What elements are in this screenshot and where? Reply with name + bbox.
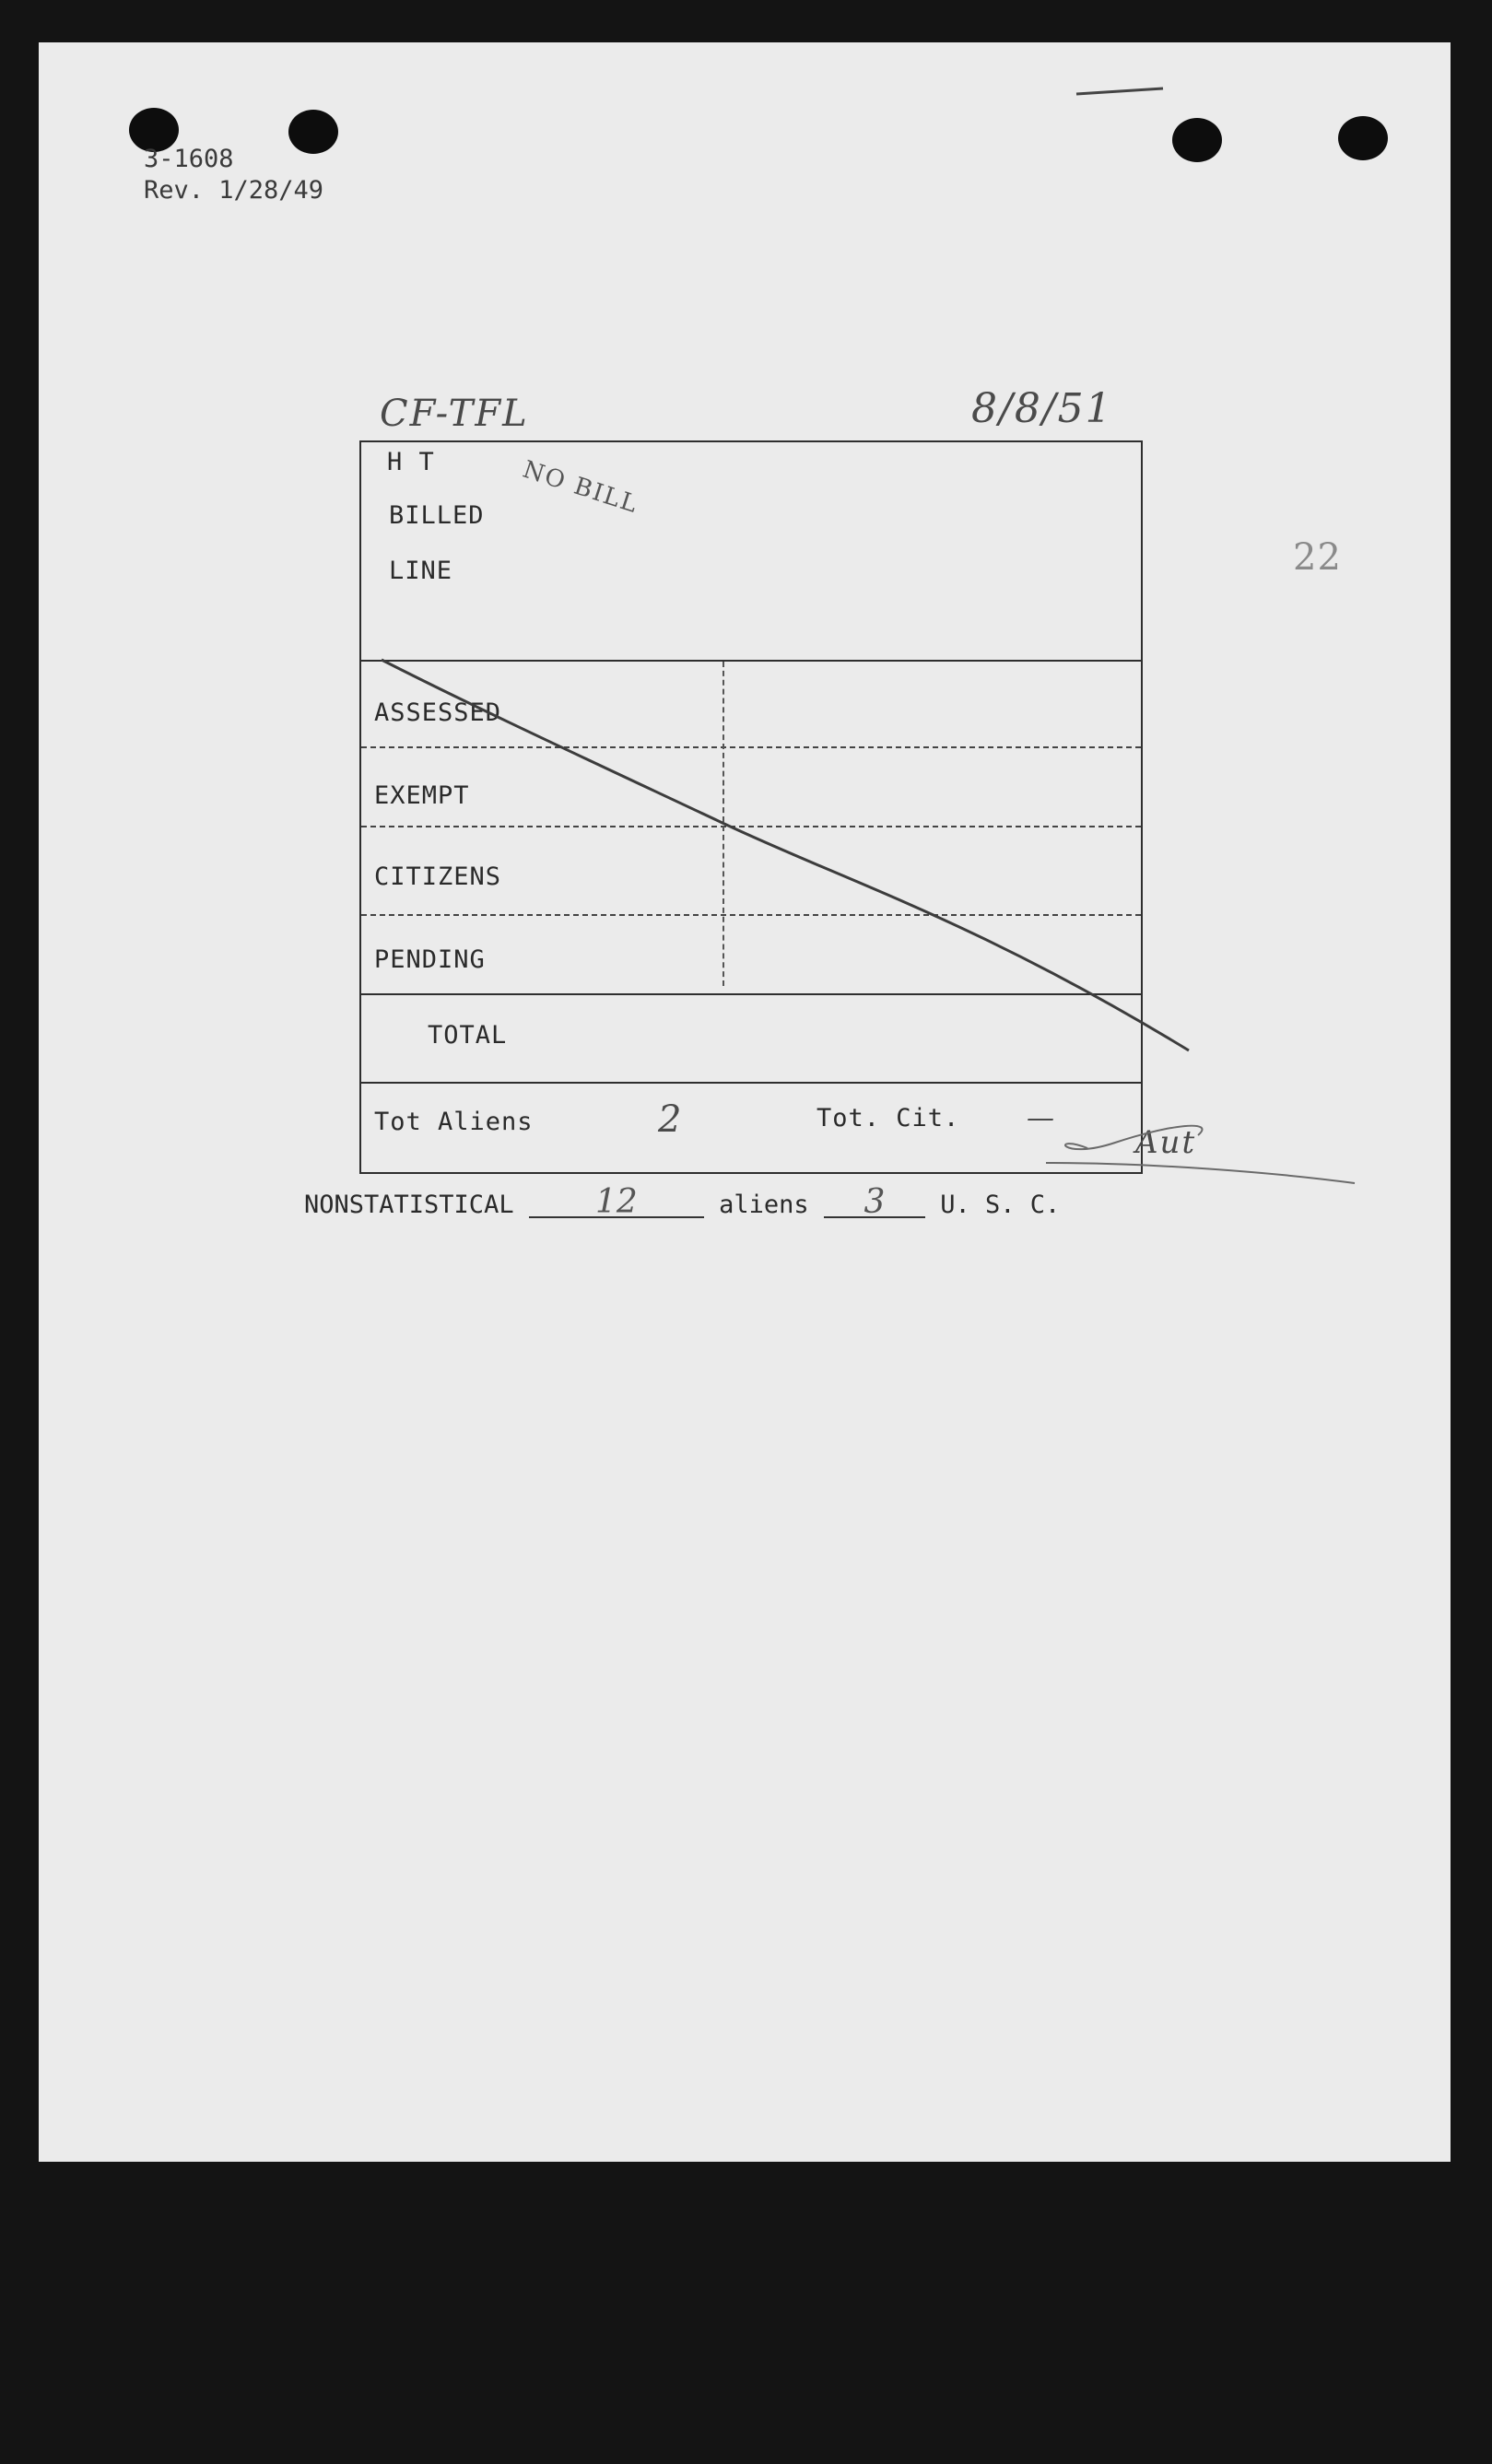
form-number: 3-1608 xyxy=(144,145,234,173)
form-identifier xyxy=(144,144,323,206)
no-bill-stamp: NO BILL xyxy=(519,455,642,520)
usc-count: 3 xyxy=(824,1189,925,1218)
aliens-count: 12 xyxy=(529,1189,704,1218)
tot-cit-value: — xyxy=(1027,1102,1056,1134)
divider xyxy=(361,746,1141,748)
line-label: LINE xyxy=(389,557,453,585)
citizens-label: CITIZENS xyxy=(374,862,502,891)
divider xyxy=(361,914,1141,916)
punch-hole-4 xyxy=(1338,116,1388,160)
total-label: TOTAL xyxy=(428,1021,508,1050)
margin-number: 22 xyxy=(1293,536,1342,579)
ht-label: H T xyxy=(387,448,435,476)
divider xyxy=(361,660,1141,662)
column-divider xyxy=(723,662,724,986)
divider xyxy=(361,1082,1141,1084)
usc-label: U. S. C. xyxy=(940,1191,1061,1219)
tot-aliens-label: Tot Aliens xyxy=(374,1108,534,1136)
tally-form xyxy=(359,440,1143,1174)
exempt-label: EXEMPT xyxy=(374,781,470,810)
tot-cit-label: Tot. Cit. xyxy=(816,1104,960,1132)
billed-label: BILLED xyxy=(389,501,485,530)
handwritten-file-code: CF-TFL xyxy=(380,393,529,435)
nonstatistical-label: NONSTATISTICAL xyxy=(304,1191,514,1219)
tot-aliens-value: 2 xyxy=(658,1098,684,1141)
divider xyxy=(361,826,1141,827)
initials: Aut xyxy=(1135,1124,1197,1161)
handwritten-date: 8/8/51 xyxy=(971,385,1113,432)
aliens-label: aliens xyxy=(719,1191,809,1219)
nonstatistical-line xyxy=(304,1183,1061,1221)
pending-label: PENDING xyxy=(374,945,486,974)
divider xyxy=(361,993,1141,995)
assessed-label: ASSESSED xyxy=(374,698,502,727)
punch-hole-3 xyxy=(1172,118,1222,162)
form-revision: Rev. 1/28/49 xyxy=(144,176,324,205)
